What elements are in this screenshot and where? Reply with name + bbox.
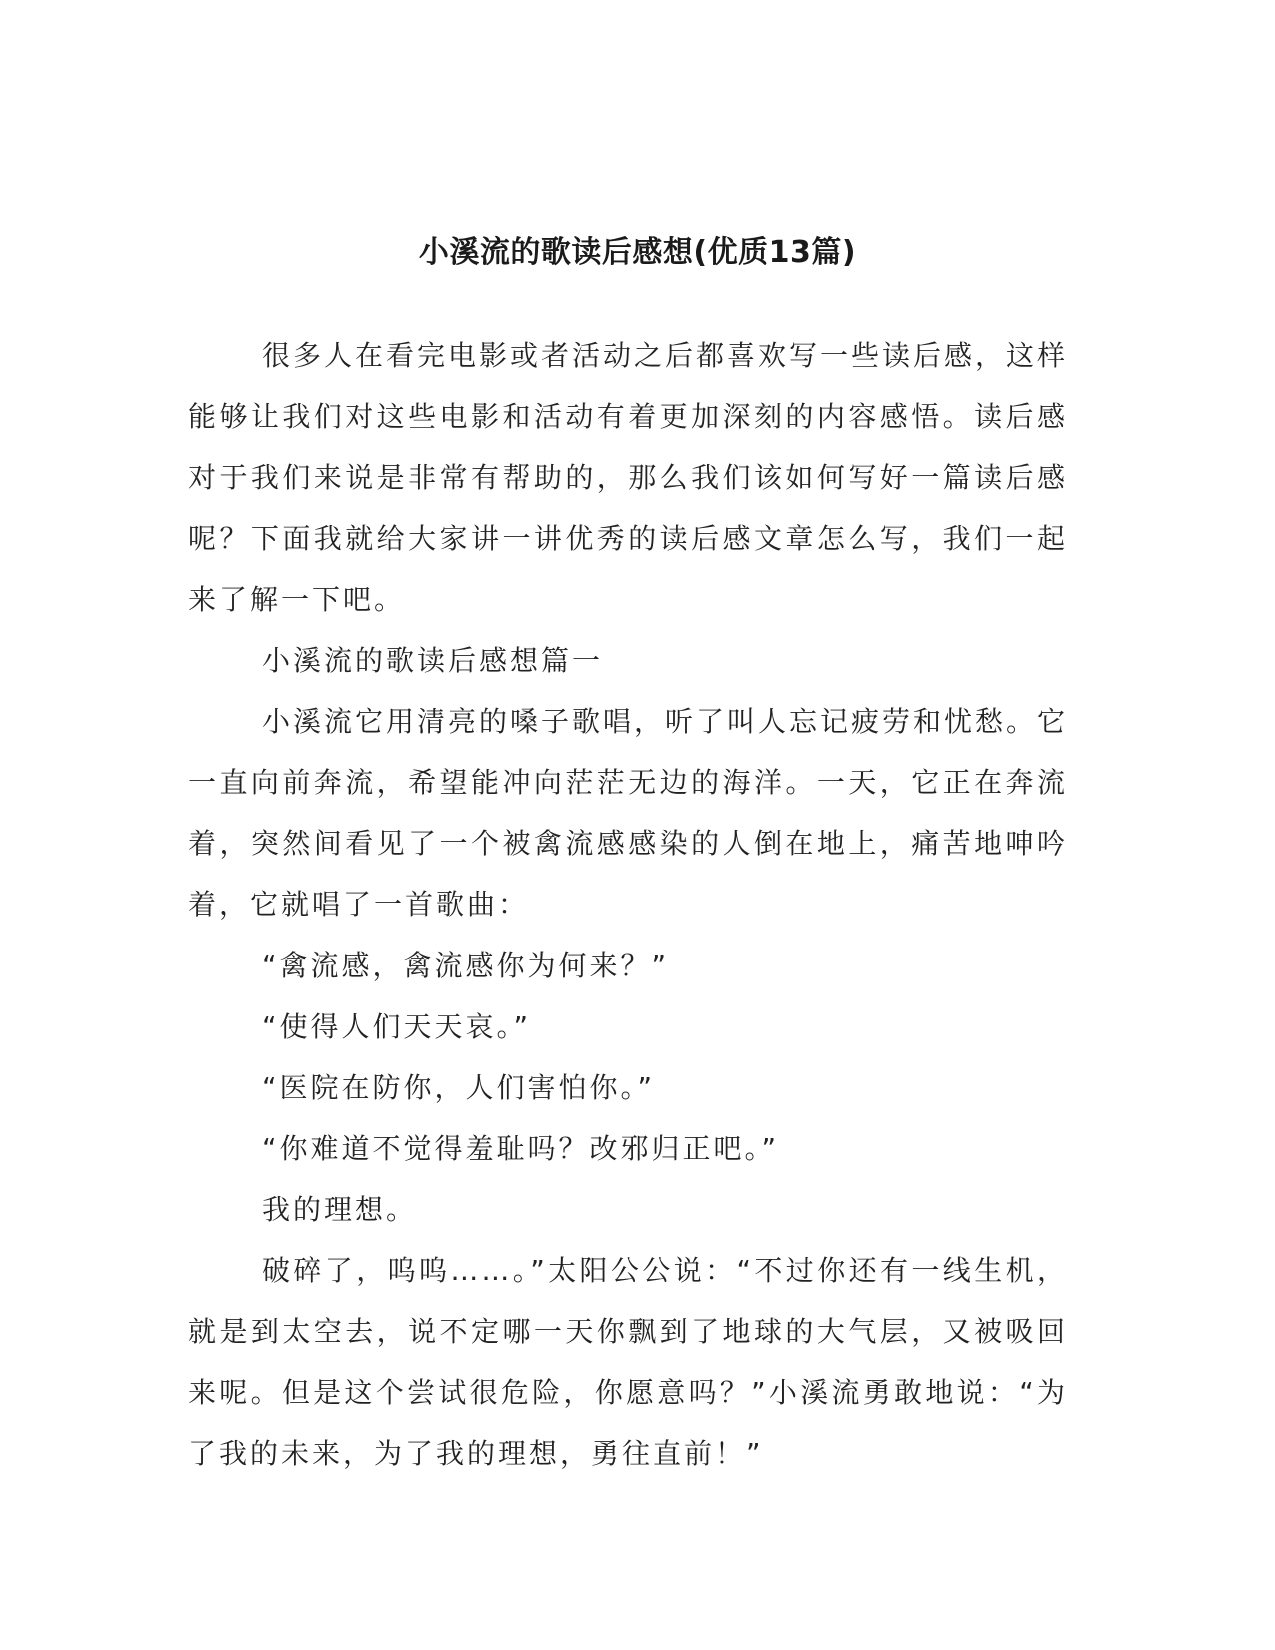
paragraph-intro: 很多人在看完电影或者活动之后都喜欢写一些读后感，这样能够让我们对这些电影和活动有着更加深刻的内容感悟。读后感对于我们来说是非常有帮助的，那么我们该如何写好一篇读后感呢？下面我就给大家讲一讲优秀的读后感文章怎么写，我们一起来了解一下吧。 <box>188 339 1069 616</box>
document-title: 小溪流的歌读后感想(优质13篇) <box>418 235 857 271</box>
section-heading: 小溪流的歌读后感想篇一 <box>262 644 604 677</box>
paragraph-ideal: 我的理想。 <box>262 1193 418 1226</box>
song-line-2: “使得人们天天哀。” <box>262 1010 532 1043</box>
song-line-4: “你难道不觉得羞耻吗？改邪归正吧。” <box>262 1132 780 1165</box>
paragraph-story: 小溪流它用清亮的嗓子歌唱，听了叫人忘记疲劳和忧愁。它一直向前奔流，希望能冲向茫茫无边的海洋。一天，它正在奔流着，突然间看见了一个被禽流感感染的人倒在地上，痛苦地呻吟着，它就唱了一首歌曲： <box>188 705 1069 921</box>
paragraph-dialogue: 破碎了，呜呜……。”太阳公公说：“不过你还有一线生机，就是到太空去，说不定哪一天你飘到了地球的大气层，又被吸回来呢。但是这个尝试很危险，你愿意吗？”小溪流勇敢地说：“为了我的未来，为了我的理想，勇往直前！” <box>188 1254 1068 1470</box>
song-line-1: “禽流感，禽流感你为何来？” <box>262 949 670 982</box>
document-body <box>188 325 1068 1484</box>
song-line-3: “医院在防你，人们害怕你。” <box>262 1071 656 1104</box>
